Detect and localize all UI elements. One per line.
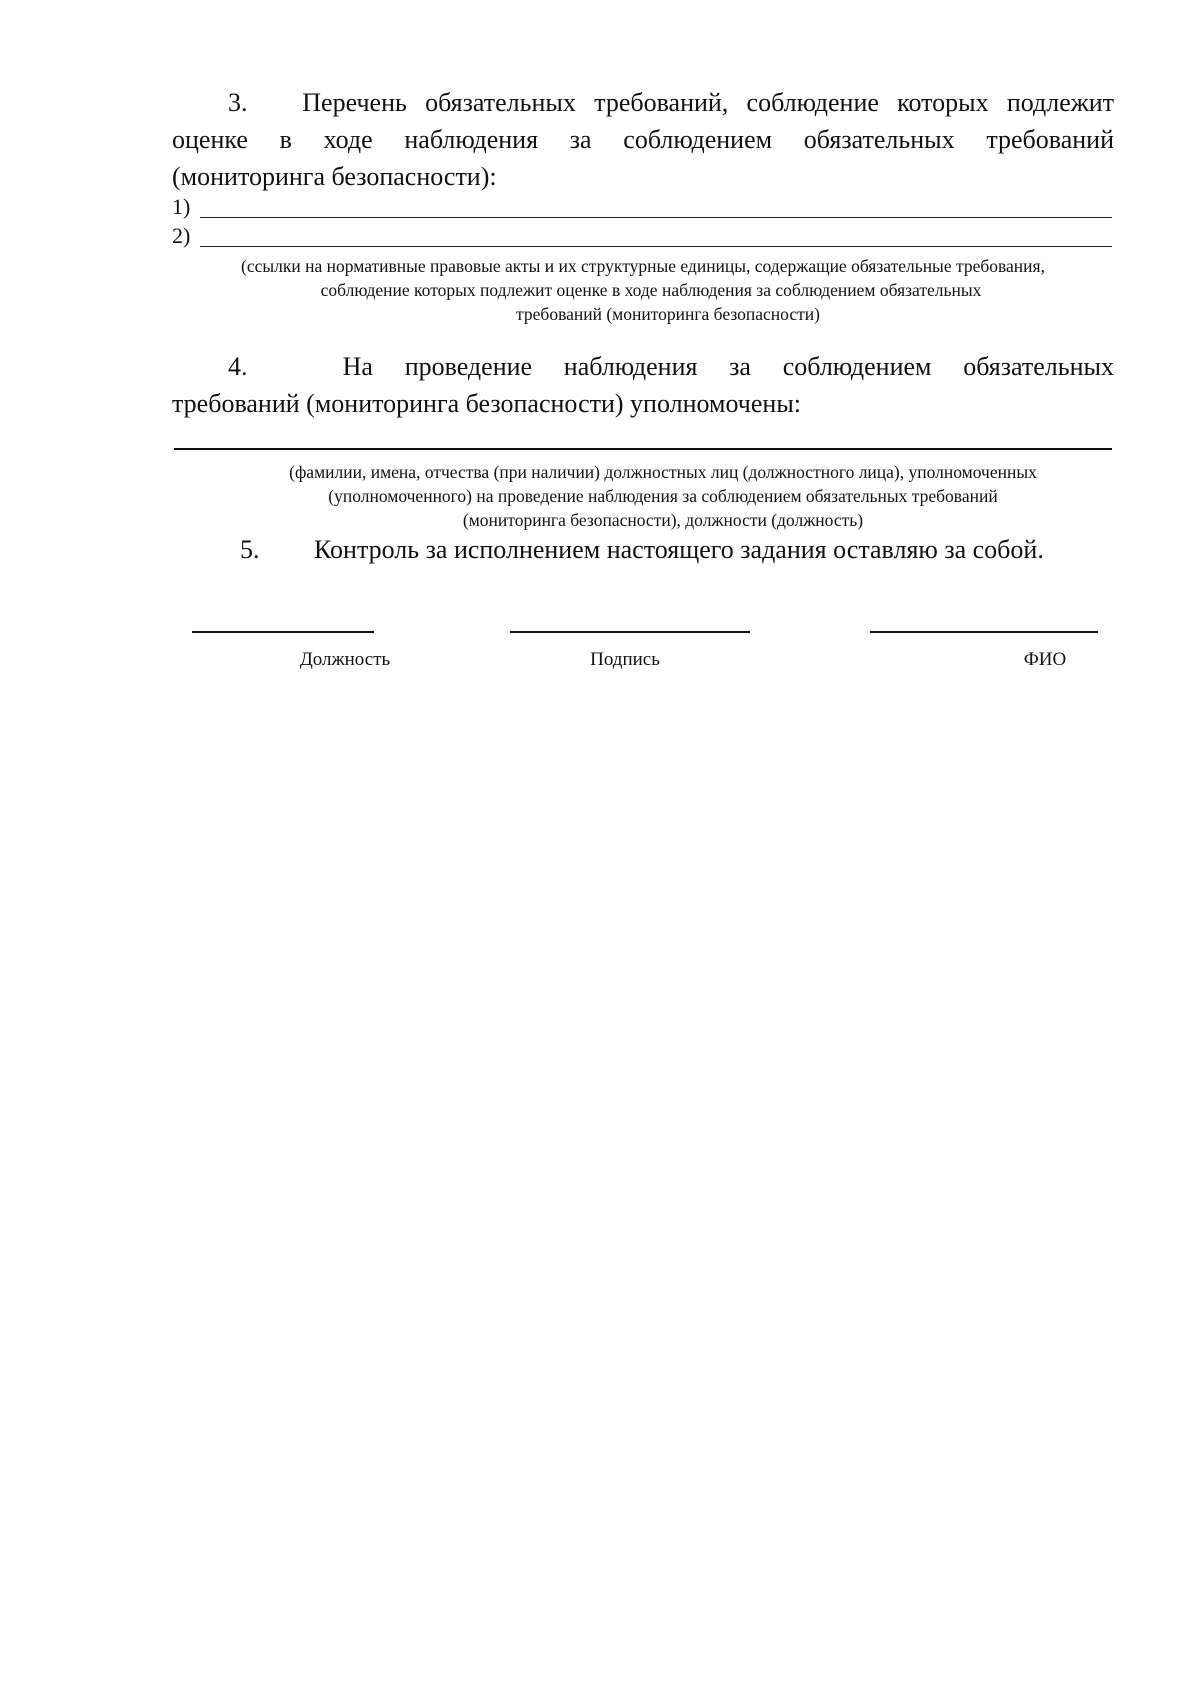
blank-line [200,217,1112,218]
note-line: (уполномоченного) на проведение наблюдения за соблюдением обязательных требований [328,486,998,506]
section-5-number: 5. [240,535,260,564]
section-4-line-2: требований (мониторинга безопасности) уполномочены: [172,389,802,418]
signature-blank[interactable] [510,631,750,633]
signature-label: Подпись [590,649,660,670]
section-5-text: Контроль за исполнением настоящего задания оставляю за собой. [314,535,1044,564]
section-3-line-2: оценке в ходе наблюдения за соблюдением обязательных требований [172,125,1114,154]
note-line: (мониторинга безопасности), должности (должность) [462,510,864,530]
section-3-paragraph [172,84,1114,195]
note-line: соблюдение которых подлежит оценке в ходе наблюдения за соблюдением обязательных [320,280,982,300]
full-name-blank[interactable] [870,631,1098,633]
note-line: (фамилии, имена, отчества (при наличии) должностных лиц (должностного лица), уполномоченных [289,462,1037,482]
requirement-item-number: 1) [172,194,191,219]
section-3-line-1: 3. Перечень обязательных требований, соблюдение которых подлежит [172,84,1114,121]
section-4-line-1: 4. На проведение наблюдения за соблюдением обязательных [172,348,1114,385]
requirement-item-number: 2) [172,223,191,248]
section-4-number: 4. [228,352,248,381]
blank-line [200,246,1112,247]
section-4-paragraph [172,348,1114,422]
full-name-label: ФИО [1023,649,1067,670]
authorized-persons-blank[interactable] [174,448,1112,450]
section-3-line-3: (мониторинга безопасности): [172,162,497,191]
section-3-note [172,254,1114,326]
position-blank[interactable] [192,631,374,633]
requirement-blank-1[interactable] [172,194,1112,224]
requirement-blank-2[interactable] [172,223,1112,253]
position-label: Должность [299,649,391,670]
section-5-paragraph [240,535,1044,565]
section-3-number: 3. [228,88,248,117]
note-line: (ссылки на нормативные правовые акты и их структурные единицы, содержащие обязательные требования, [241,256,1045,276]
section-4-note [172,460,1114,532]
note-line: требований (мониторинга безопасности) [516,304,820,324]
